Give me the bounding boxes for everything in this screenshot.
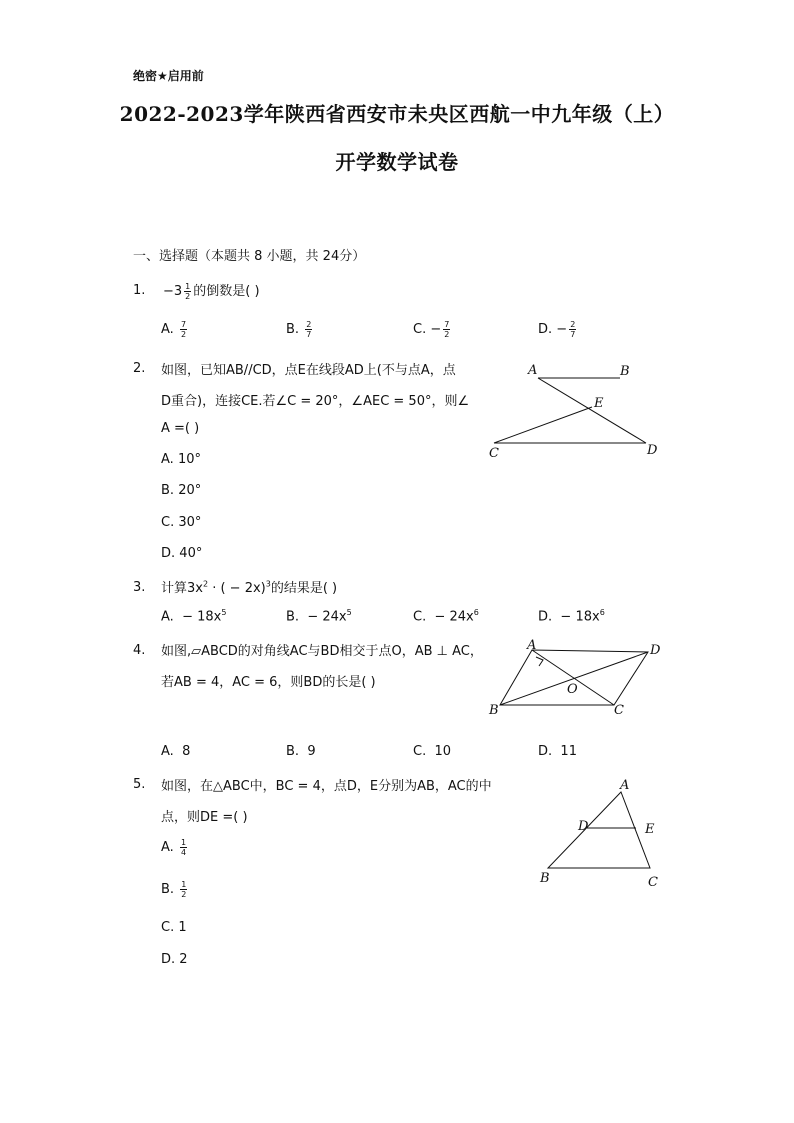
q3-option-b (286, 608, 352, 624)
section-heading: 一、选择题（本题共 8 小题，共 24分） (133, 249, 366, 264)
q4-stem-line1: 如图,▱ABCD的对角线AC与BD相交于点O，AB ⊥ AC， (161, 644, 483, 659)
option-text: 10 (434, 744, 452, 759)
q1-prefix: −3 (163, 284, 183, 299)
q5-triangle-figure (528, 770, 678, 895)
option-fraction (180, 320, 187, 339)
right-angle-mark (536, 657, 543, 666)
label-e: E (594, 396, 604, 411)
label-d: D (578, 819, 589, 834)
option-text: 2 (179, 952, 188, 967)
q5-option-c (161, 920, 187, 935)
q5-option-d (161, 952, 188, 967)
option-label: B. (286, 744, 300, 759)
option-coef: − 18x (560, 609, 600, 625)
frac-den: 7 (570, 330, 576, 339)
segment-ce (494, 407, 592, 443)
q4-number: 4. (133, 643, 146, 658)
q3-option-d (538, 608, 605, 624)
q3-stem-pre: 计算3x (161, 581, 203, 596)
q2-stem-line3: A =( ) (161, 421, 200, 436)
label-e: E (645, 822, 655, 837)
option-text: 1 (178, 920, 187, 935)
frac-num: 2 (306, 320, 312, 329)
option-fraction (569, 320, 576, 339)
option-fraction (305, 320, 312, 339)
q1-option-d (538, 320, 578, 339)
q3-stem-post: 的结果是( ) (270, 581, 338, 596)
q1-frac-den: 2 (185, 292, 191, 301)
label-c: C (648, 875, 658, 890)
option-label: A. (161, 744, 174, 759)
q1-option-c (413, 320, 452, 339)
option-fraction (180, 880, 187, 899)
q3-exp2: 3 (265, 579, 271, 589)
option-coef: − 18x (182, 609, 222, 625)
option-label: D. (538, 322, 553, 337)
q1-number: 1. (133, 283, 146, 298)
q3-stem (161, 577, 337, 596)
option-label: D. (538, 744, 553, 759)
triangle-abc (548, 792, 650, 868)
option-text: 20° (178, 483, 202, 498)
option-exp: 5 (221, 608, 227, 617)
q5-option-b (161, 880, 189, 899)
option-label: C. (413, 322, 427, 337)
q4-parallelogram-figure (480, 632, 670, 722)
option-exp: 6 (599, 608, 605, 617)
option-label: A. (161, 840, 174, 855)
option-text: 9 (307, 744, 316, 759)
option-text: 30° (178, 515, 202, 530)
q2-stem-line1: 如图，已知AB//CD，点E在线段AD上(不与点A，点 (161, 363, 456, 378)
q3-number: 3. (133, 580, 146, 595)
option-label: C. (413, 744, 427, 759)
option-label: B. (161, 483, 175, 498)
option-label: B. (286, 322, 300, 337)
option-label: C. (161, 515, 175, 530)
q5-option-a (161, 838, 189, 857)
q3-option-a (161, 608, 226, 624)
label-c: C (489, 446, 499, 461)
q2-option-d (161, 546, 202, 561)
q2-number: 2. (133, 361, 146, 376)
option-label: B. (286, 609, 300, 625)
label-a: A (527, 638, 537, 653)
frac-den: 7 (306, 330, 312, 339)
option-fraction (180, 838, 187, 857)
q4-option-c (413, 744, 451, 759)
option-fraction (443, 320, 450, 339)
option-text: 40° (179, 546, 203, 561)
q2-option-c (161, 515, 201, 530)
frac-num: 1 (181, 880, 187, 889)
label-d: D (647, 443, 658, 458)
q1-mixed-fraction (184, 282, 191, 301)
q4-option-b (286, 744, 316, 759)
q4-option-d (538, 744, 577, 759)
option-label: B. (161, 882, 175, 897)
option-text: 8 (182, 744, 191, 759)
label-b: B (620, 364, 630, 379)
option-label: A. (161, 609, 174, 625)
q1-option-a (161, 320, 189, 339)
frac-den: 2 (180, 330, 187, 339)
frac-num: 1 (180, 838, 187, 847)
diagonal-bd (500, 652, 648, 705)
label-d: D (650, 643, 661, 658)
q3-exp1: 2 (202, 579, 209, 589)
option-label: D. (161, 546, 176, 561)
q2-figure (480, 355, 680, 465)
option-label: C. (161, 920, 175, 935)
q3-stem-mid: · ( − 2x) (208, 581, 266, 596)
option-label: A. (161, 452, 174, 467)
option-coef: − 24x (307, 609, 347, 625)
option-coef: − 24x (434, 609, 474, 625)
option-text: 11 (560, 744, 577, 759)
option-exp: 5 (346, 608, 352, 617)
frac-num: 7 (180, 320, 187, 329)
q4-option-a (161, 744, 190, 759)
option-sign: − (430, 322, 442, 337)
q5-stem-line1: 如图，在△ABC中，BC = 4，点D，E分别为AB，AC的中 (161, 779, 492, 794)
label-b: B (489, 703, 499, 718)
option-label: C. (413, 609, 427, 625)
label-b: B (540, 871, 550, 886)
frac-den: 2 (444, 330, 450, 339)
q2-option-a (161, 452, 201, 467)
option-sign: − (556, 322, 568, 337)
q2-stem-line2: D重合)，连接CE.若∠C = 20°，∠AEC = 50°，则∠ (161, 394, 470, 409)
q3-option-c (413, 608, 479, 624)
label-a: A (620, 778, 630, 793)
label-c: C (614, 703, 624, 718)
q1-stem (163, 280, 260, 301)
exam-title-line2: 开学数学试卷 (335, 150, 459, 174)
frac-num: 2 (570, 320, 576, 329)
option-label: D. (161, 952, 176, 967)
frac-num: 7 (444, 320, 450, 329)
option-exp: 6 (473, 608, 479, 617)
frac-den: 4 (180, 848, 187, 857)
q4-stem-line2: 若AB = 4，AC = 6，则BD的长是( ) (161, 675, 376, 690)
label-o: O (567, 682, 578, 697)
q1-frac-num: 1 (185, 282, 191, 291)
option-label: A. (161, 322, 174, 337)
q5-number: 5. (133, 777, 146, 792)
option-text: 10° (177, 452, 201, 467)
option-label: D. (538, 609, 553, 625)
label-a: A (528, 363, 538, 378)
segment-ad (538, 378, 646, 443)
q1-option-b (286, 320, 314, 339)
exam-title-line1: 2022-2023学年陕西省西安市未央区西航一中九年级（上） (119, 102, 675, 126)
q1-stem-text: 的倒数是( ) (193, 284, 260, 299)
frac-den: 2 (181, 890, 187, 899)
q2-option-b (161, 483, 201, 498)
confidential-mark: 绝密★启用前 (133, 69, 204, 83)
q5-stem-line2: 点，则DE =( ) (161, 810, 248, 825)
